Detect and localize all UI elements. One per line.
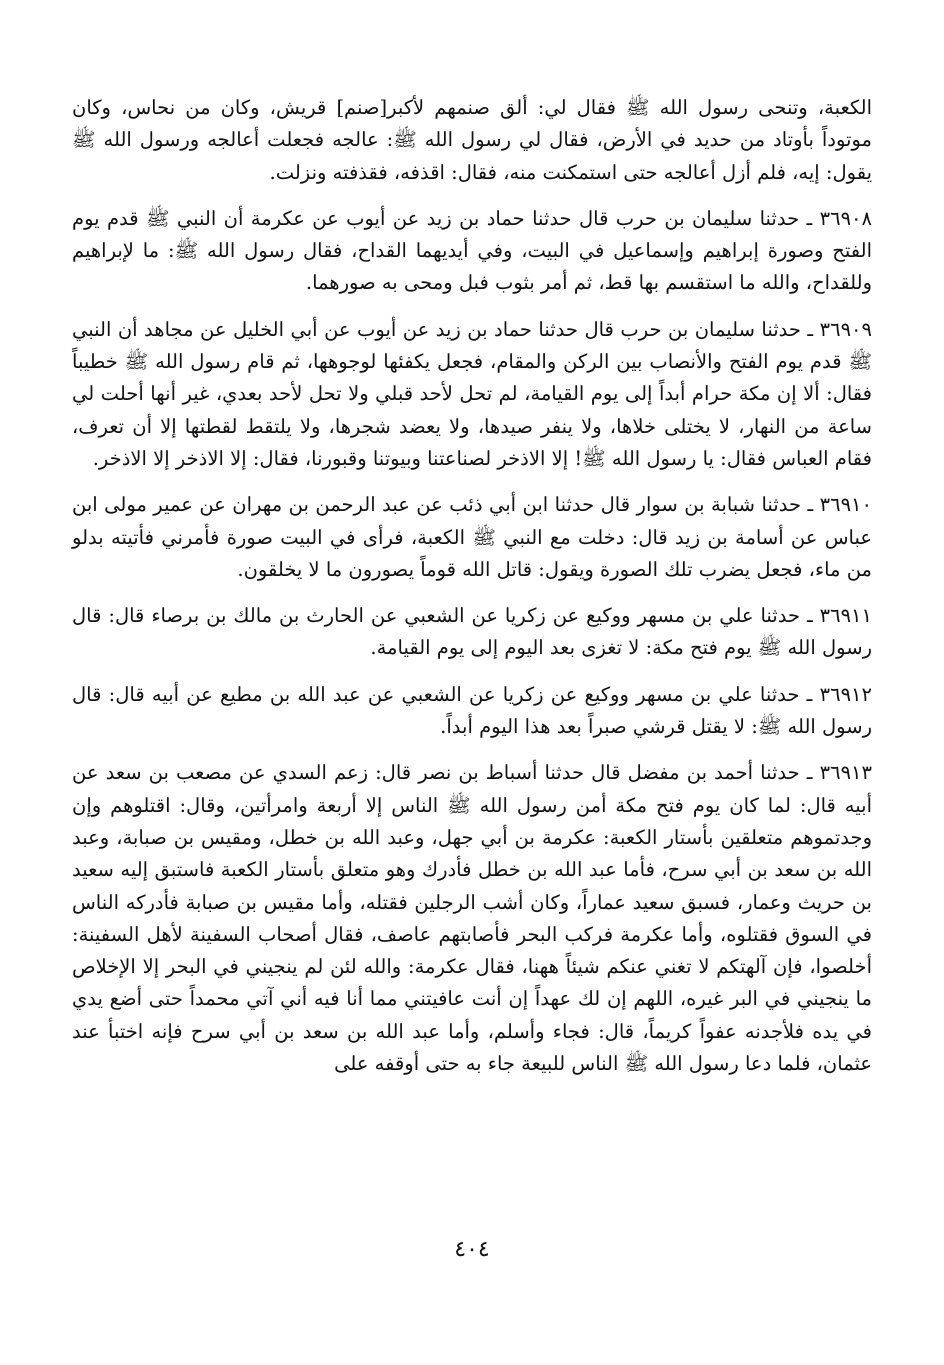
hadith-36910: ٣٦٩١٠ ـ حدثنا شبابة بن سوار قال حدثنا ابن أبي ذئب عن عبد الرحمن بن مهران عن عمير مولى ابن عباس عن أسامة بن زيد قال: دخلت مع النبي ﷺ الكعبة، فرأى في البيت صورة فأمرني فأتيته بدلو من ماء، فجعل يضرب تلك الصورة ويقول: قاتل الله قوماً يصورون ما لا يخلقون. (72, 493, 872, 581)
hadith-36911: ٣٦٩١١ ـ حدثنا علي بن مسهر ووكيع عن زكريا عن الشعبي عن الحارث بن مالك بن برصاء قال: قال رسول الله ﷺ يوم فتح مكة: لا تغزى بعد اليوم إلى يوم القيامة. (72, 604, 872, 660)
hadith-36912: ٣٦٩١٢ ـ حدثنا علي بن مسهر ووكيع عن زكريا عن الشعبي عن عبد الله بن مطيع عن أبيه قال: قال رسول الله ﷺ: لا يقتل قرشي صبراً بعد هذا اليوم أبداً. (72, 682, 872, 739)
hadith-36909: ٣٦٩٠٩ ـ حدثنا سليمان بن حرب قال حدثنا حماد بن زيد عن أيوب عن أبي الخليل عن مجاهد أن النبي ﷺ قدم يوم الفتح والأنصاب بين الركن والمقام، فجعل يكفئها لوجوهها، ثم قام رسول الله ﷺ خطيباً فقال: ألا إن مكة حرام أبداً إلى يوم القيامة، لم تحل لأحد قبلي ولا تحل لأحد بعدي، غير أنها أحلت لي ساعة من النهار، لا يختلى خلاها، ولا ينفر صيدها، ولا يعضد شجرها، ولا يلتقط لقطتها إلا أن تعرف، فقام العباس فقال: يا رسول الله ﷺ! إلا الاذخر لصناعتنا وبيوتنا وقبورنا، فقال: إلا الاذخر إلا الاذخر. (72, 317, 872, 470)
page-number: ٤٠٤ (454, 1237, 490, 1262)
hadith-36913: ٣٦٩١٣ ـ حدثنا أحمد بن مفضل قال حدثنا أسباط بن نصر قال: زعم السدي عن مصعب بن سعد عن أبيه قال: لما كان يوم فتح مكة أمن رسول الله ﷺ الناس إلا أربعة وامرأتين، وقال: اقتلوهم وإن وجدتموهم متعلقين بأستار الكعبة: عكرمة بن أبي جهل، وعبد الله بن خطل، ومقيس بن صبابة، وعبد الله بن سعد بن أبي سرح، فأما عبد الله بن خطل فأدرك وهو متعلق بأستار الكعبة فاستبق إليه سعيد بن حريث وعمار، فسبق سعيد عماراً، وكان أشب الرجلين فقتله، وأما مقيس بن صبابة فأدركه الناس في السوق فقتلوه، وأما عكرمة فركب البحر فأصابتهم عاصف، فقال أصحاب السفينة لأهل السفينة: أخلصوا، فإن آلهتكم لا تغني عنكم شيئاً ههنا، فقال عكرمة: والله لئن لم ينجيني في البحر إلا الإخلاص ما ينجيني في البر غيره، اللهم إن لك عهداً إن أنت عافيتني مما أنا فيه أني آتي محمداً حتى أضع يدي في يده فلأجدنه عفواً كريماً، قال: فجاء وأسلم، وأما عبد الله بن سعد بن أبي سرح فإنه اختبأ عند عثمان، فلما دعا رسول الله ﷺ الناس للبيعة جاء به حتى أوقفه على (72, 761, 872, 1076)
hadith-36908: ٣٦٩٠٨ ـ حدثنا سليمان بن حرب قال حدثنا حماد بن زيد عن أيوب عن عكرمة أن النبي ﷺ قدم يوم الفتح وصورة إبراهيم وإسماعيل في البيت، وفي أيديهما القداح، فقال رسول الله ﷺ: ما لإبراهيم وللقداح، والله ما استقسم بها قط، ثم أمر بثوب فبل ومحى به صورهما. (72, 206, 872, 295)
page-body (72, 92, 872, 1080)
paragraph-continuation: الكعبة، وتنحى رسول الله ﷺ فقال لي: ألق صنمهم لأكبر[صنم] قريش، وكان من نحاس، وكان موتوداً بأوتاد من حديد في الأرض، فقال لي رسول الله ﷺ: عالجه فجعلت أعالجه ورسول الله ﷺ يقول: إيه، فلم أزل أعالجه حتى استمكنت منه، فقال: اقذفه، فقذفته ونزلت. (72, 96, 872, 184)
